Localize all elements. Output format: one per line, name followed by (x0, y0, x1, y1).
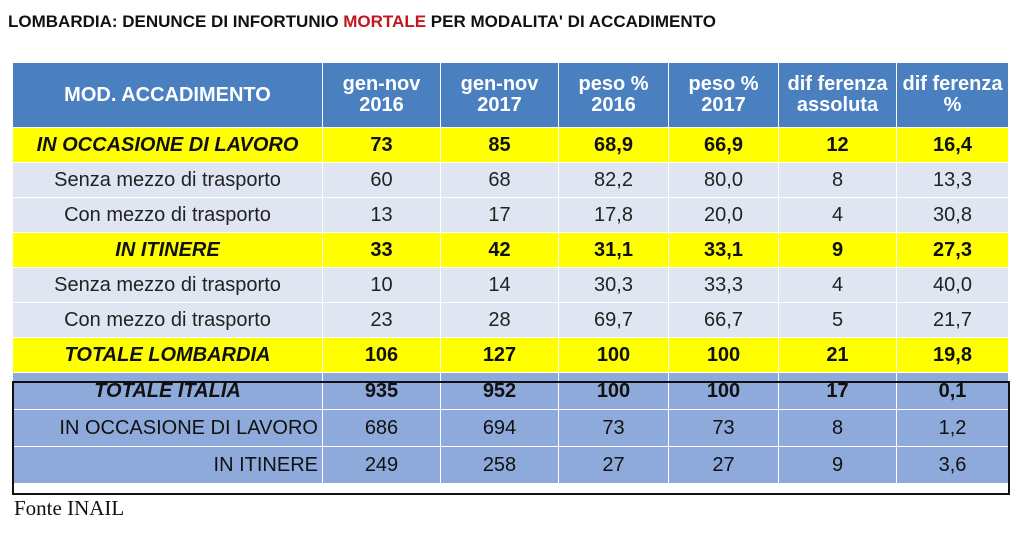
table-cell: 73 (559, 410, 669, 447)
table-cell: 68,9 (559, 128, 669, 163)
row-label: IN ITINERE (13, 447, 323, 484)
table-cell: 66,7 (669, 303, 779, 338)
table-cell: 686 (323, 410, 441, 447)
table-cell: 42 (441, 233, 559, 268)
table-row (13, 268, 1009, 303)
table-cell: 33 (323, 233, 441, 268)
table-cell: 80,0 (669, 163, 779, 198)
row-label: IN OCCASIONE DI LAVORO (13, 128, 323, 163)
data-table (12, 62, 1009, 484)
table-cell: 69,7 (559, 303, 669, 338)
table-cell: 85 (441, 128, 559, 163)
row-label: TOTALE ITALIA (13, 373, 323, 410)
table-cell: 127 (441, 338, 559, 373)
table-cell: 12 (779, 128, 897, 163)
table-cell: 28 (441, 303, 559, 338)
table-cell: 40,0 (897, 268, 1009, 303)
table-cell: 258 (441, 447, 559, 484)
table-cell: 73 (669, 410, 779, 447)
table-row (13, 303, 1009, 338)
table-cell: 27 (559, 447, 669, 484)
title-highlight: MORTALE (343, 12, 427, 31)
table-row (13, 338, 1009, 373)
table-cell: 4 (779, 198, 897, 233)
table-cell: 8 (779, 163, 897, 198)
table-cell: 952 (441, 373, 559, 410)
table-cell: 33,1 (669, 233, 779, 268)
table-cell: 19,8 (897, 338, 1009, 373)
table-cell: 5 (779, 303, 897, 338)
table-header-row (13, 63, 1009, 128)
table-row (13, 163, 1009, 198)
page-title: LOMBARDIA: DENUNCE DI INFORTUNIO MORTALE PER MODALITA' DI ACCADIMENTO (8, 12, 716, 31)
row-label: IN ITINERE (13, 233, 323, 268)
header-gen-nov-2017: gen-nov 2017 (441, 63, 559, 128)
table-cell: 60 (323, 163, 441, 198)
header-diff-percent: dif ferenza % (897, 63, 1009, 128)
table-row (13, 233, 1009, 268)
table-cell: 21 (779, 338, 897, 373)
table-row (13, 128, 1009, 163)
table-cell: 249 (323, 447, 441, 484)
table-row (13, 373, 1009, 410)
row-label: IN OCCASIONE DI LAVORO (13, 410, 323, 447)
header-gen-nov-2016: gen-nov 2016 (323, 63, 441, 128)
table-cell: 21,7 (897, 303, 1009, 338)
row-label: TOTALE LOMBARDIA (13, 338, 323, 373)
table-cell: 16,4 (897, 128, 1009, 163)
table-cell: 17,8 (559, 198, 669, 233)
header-peso-2017: peso % 2017 (669, 63, 779, 128)
header-diff-assoluta: dif ferenza assoluta (779, 63, 897, 128)
table-cell: 73 (323, 128, 441, 163)
table-cell: 30,8 (897, 198, 1009, 233)
table-cell: 30,3 (559, 268, 669, 303)
table-cell: 23 (323, 303, 441, 338)
table-row (13, 410, 1009, 447)
row-label: Con mezzo di trasporto (13, 303, 323, 338)
table-cell: 4 (779, 268, 897, 303)
table-cell: 13,3 (897, 163, 1009, 198)
table-cell: 33,3 (669, 268, 779, 303)
table-row (13, 447, 1009, 484)
table-cell: 694 (441, 410, 559, 447)
table-cell: 9 (779, 447, 897, 484)
row-label: Con mezzo di trasporto (13, 198, 323, 233)
table-cell: 106 (323, 338, 441, 373)
table-cell: 17 (441, 198, 559, 233)
table-cell: 10 (323, 268, 441, 303)
table-cell: 27 (669, 447, 779, 484)
table-cell: 100 (669, 338, 779, 373)
table-cell: 9 (779, 233, 897, 268)
table-cell: 100 (559, 338, 669, 373)
table-cell: 17 (779, 373, 897, 410)
table-cell: 68 (441, 163, 559, 198)
row-label: Senza mezzo di trasporto (13, 268, 323, 303)
table-cell: 20,0 (669, 198, 779, 233)
table-cell: 14 (441, 268, 559, 303)
table-cell: 31,1 (559, 233, 669, 268)
header-mod-accadimento: MOD. ACCADIMENTO (13, 63, 323, 128)
table-cell: 13 (323, 198, 441, 233)
table-cell: 8 (779, 410, 897, 447)
table-cell: 82,2 (559, 163, 669, 198)
table-cell: 0,1 (897, 373, 1009, 410)
table-row (13, 198, 1009, 233)
table-cell: 935 (323, 373, 441, 410)
source-note: Fonte INAIL (14, 496, 125, 520)
row-label: Senza mezzo di trasporto (13, 163, 323, 198)
table-cell: 1,2 (897, 410, 1009, 447)
header-peso-2016: peso % 2016 (559, 63, 669, 128)
table-cell: 3,6 (897, 447, 1009, 484)
table-cell: 100 (559, 373, 669, 410)
table-cell: 27,3 (897, 233, 1009, 268)
table-cell: 100 (669, 373, 779, 410)
table-cell: 66,9 (669, 128, 779, 163)
